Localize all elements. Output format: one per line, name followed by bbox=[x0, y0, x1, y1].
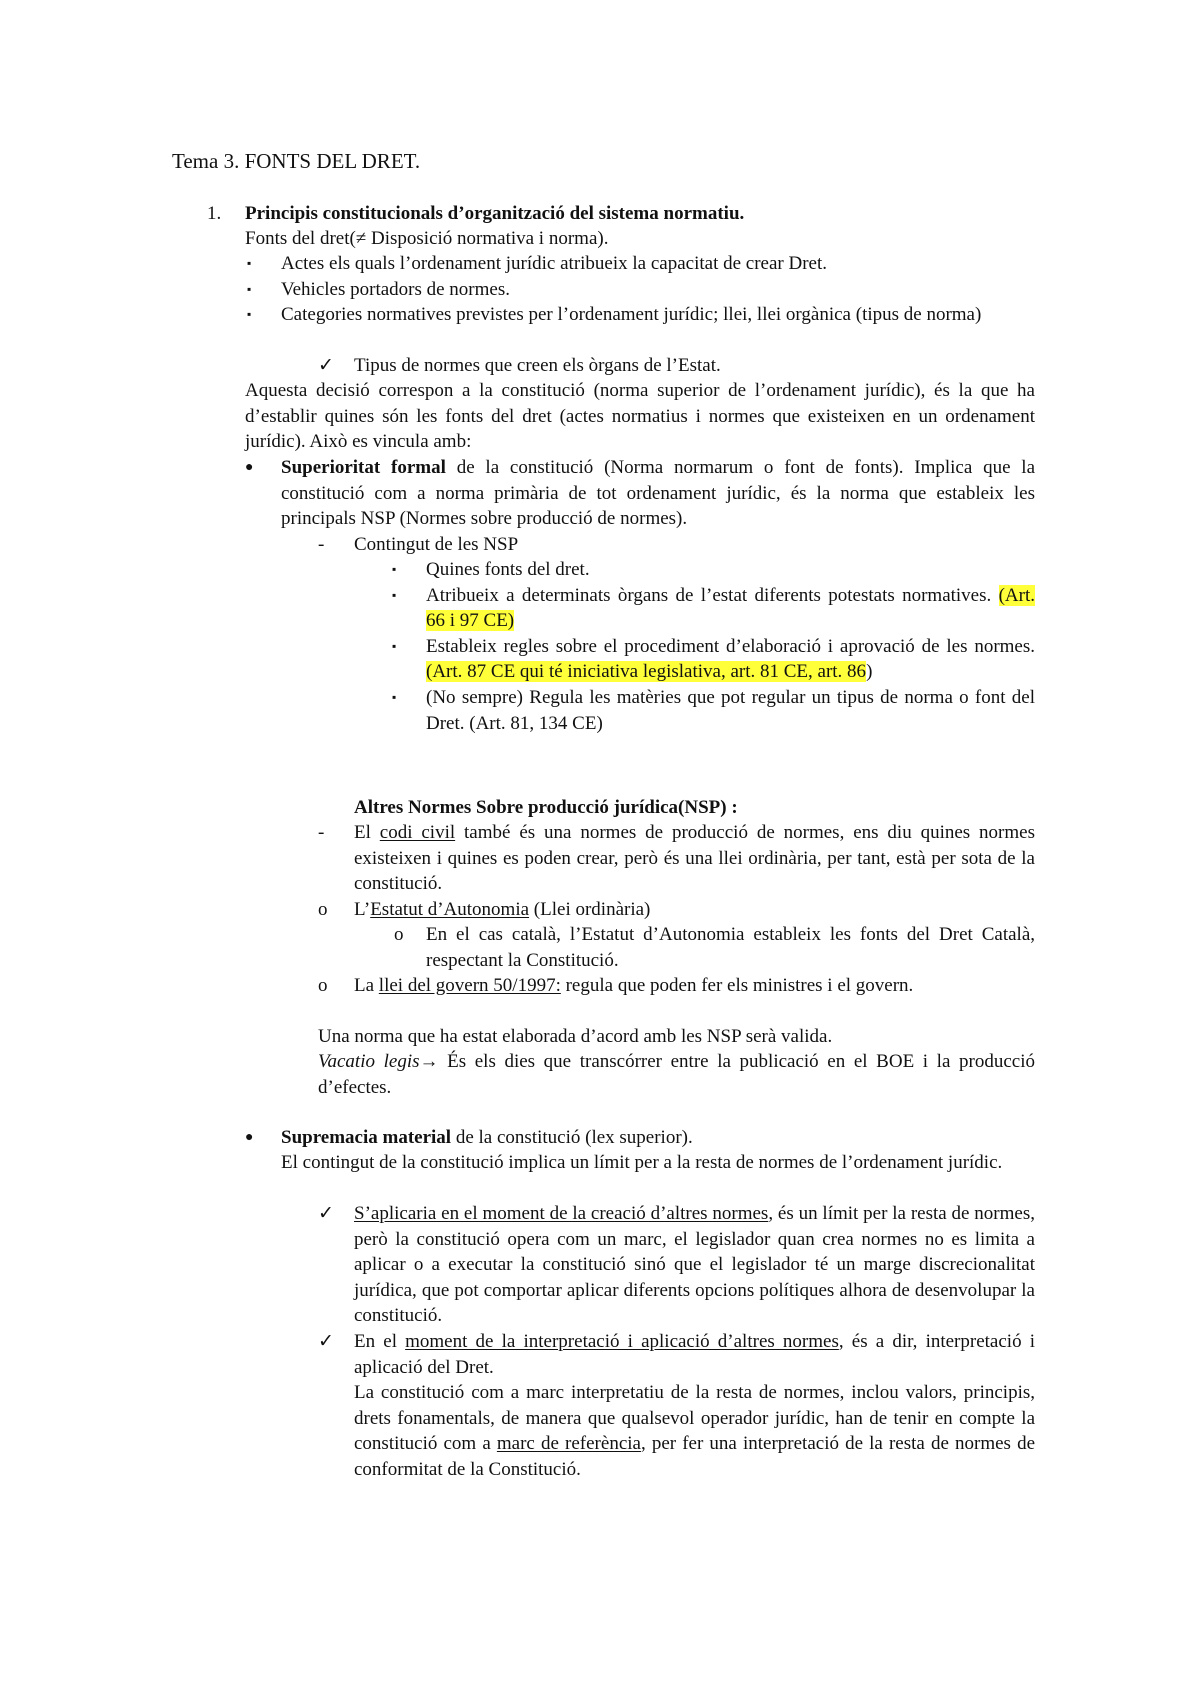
supremacia-item: ● Supremacia material de la constitució (lex superior). bbox=[245, 1125, 1035, 1151]
square-bullet-icon: ▪ bbox=[392, 587, 397, 602]
square-bullet-icon: ▪ bbox=[247, 307, 252, 322]
section-1-heading bbox=[207, 201, 1042, 227]
square-bullet-icon: ▪ bbox=[392, 638, 397, 653]
superioritat-bold: Superioritat formal bbox=[281, 457, 446, 478]
circle-marker: o bbox=[318, 899, 328, 920]
highlighted-reference: (Art. 66 i 97 CE) bbox=[426, 584, 1035, 632]
section-heading-text: Principis constitucionals d’organització del sistema normatiu. bbox=[245, 203, 745, 224]
list-item: ▪ Quines fonts del dret. bbox=[390, 557, 1035, 583]
round-bullet-icon: ● bbox=[245, 1130, 254, 1145]
section-1-intro: Fonts del dret(≠ Disposició normativa i norma). bbox=[245, 228, 609, 249]
arrow-right-icon: → bbox=[419, 1051, 439, 1072]
list-item: ▪ (No sempre) Regula les matèries que pot regular un tipus de norma o font del Dret. (Art. 81, 134 CE) bbox=[392, 686, 1035, 734]
square-bullet-icon: ▪ bbox=[392, 689, 397, 704]
list-item: ▪ Estableix regles sobre el procediment d’elaboració i aprovació de les normes. (Art. 87 CE qui té iniciativa legislativa, art. 81 CE, art. 86) bbox=[392, 635, 1035, 683]
circle-marker: o bbox=[394, 924, 404, 945]
round-bullet-icon: ● bbox=[245, 460, 254, 475]
contingut-item: - Contingut de les NSP bbox=[318, 532, 1054, 558]
circle-marker: o bbox=[318, 975, 328, 996]
estatut-item: o L’Estatut d’Autonomia (Llei ordinària) bbox=[318, 897, 1035, 923]
paragraph: Aquesta decisió correspon a la constitució (norma superior de l’ordenament jurídic), és la que ha d’establir quines són les fonts del dret (actes normatius i normes que existeixen en un ordenament jurídic). Això es vincula amb: bbox=[245, 380, 1035, 453]
list-item: ▪ Vehicles portadors de normes. bbox=[245, 277, 1035, 303]
list-item: ▪ Atribueix a determinats òrgans de l’estat diferents potestats normatives. (Art. 66 i 97 CE) bbox=[392, 584, 1035, 632]
square-bullet-icon: ▪ bbox=[247, 256, 252, 270]
estatut-subitem: o En el cas català, l’Estatut d’Autonomia estableix les fonts del Dret Català, respectant la Constitució. bbox=[394, 924, 1035, 971]
document-title: Tema 3. FONTS DEL DRET. bbox=[172, 149, 421, 173]
square-bullet-icon: ▪ bbox=[247, 281, 252, 296]
altres-heading: Altres Normes Sobre producció jurídica(NSP) : bbox=[354, 797, 738, 818]
check-icon: ✓ bbox=[318, 1203, 334, 1224]
llei-govern-item: o La llei del govern 50/1997: regula que poden fer els ministres i el govern. bbox=[318, 973, 1035, 999]
list-item: ▪ Actes els quals l’ordenament jurídic atribueix la capacitat de crear Dret. bbox=[245, 251, 1035, 277]
check-icon: ✓ bbox=[318, 355, 334, 376]
supremacia-paragraph: El contingut de la constitució implica un límit per a la resta de normes de l’ordenament jurídic. bbox=[281, 1152, 1003, 1173]
highlighted-reference: (Art. 87 CE qui té iniciativa legislativa, art. 81 CE, art. 86 bbox=[426, 661, 867, 683]
check-icon: ✓ bbox=[318, 1331, 334, 1352]
list-item: ▪ Categories normatives previstes per l’ordenament jurídic; llei, llei orgànica (tipus de norma) bbox=[245, 302, 1035, 328]
dash-marker: - bbox=[318, 534, 325, 555]
bullet-list bbox=[245, 251, 1035, 328]
marc-paragraph: La constitució com a marc interpretatiu de la resta de normes, inclou valors, principis, drets fonamentals, de manera que qualsevol operador jurídic, han de tenir en compte la constitució com a marc de referència, per fer una interpretació de la resta de normes de conformitat de la Constitució. bbox=[354, 1382, 1035, 1480]
check-item: ✓ Tipus de normes que creen els òrgans de l’Estat. bbox=[318, 353, 1054, 379]
valida-line: Una norma que ha estat elaborada d’acord amb les NSP serà valida. bbox=[318, 1026, 833, 1047]
codi-civil-item: - El codi civil també és una normes de producció de normes, ens diu quines normes existeixen i quines es poden crear, però és una llei ordinària, per tant, està per sota de la constitució. bbox=[318, 822, 1035, 895]
superioritat-item: ● Superioritat formal de la constitució (Norma normarum o font de fonts). Implica que la constitució com a norma primària de tot ordenament jurídic, és la norma que estableix les principals NSP (Normes sobre producció de normes). bbox=[245, 457, 1036, 530]
square-bullet-icon: ▪ bbox=[392, 562, 397, 576]
vacatio-legis: Vacatio legis→ És els dies que transcórrer entre la publicació en el BOE i la producció d’efectes. bbox=[318, 1051, 1035, 1098]
dash-marker: - bbox=[318, 822, 325, 843]
check-item: ✓ En el moment de la interpretació i aplicació d’altres normes, és a dir, interpretació i aplicació del Dret. bbox=[318, 1331, 1035, 1378]
nsp-content-list bbox=[390, 557, 1035, 736]
section-number: 1. bbox=[207, 203, 222, 224]
check-item: ✓ S’aplicaria en el moment de la creació d’altres normes, és un límit per la resta de normes, però la constitució opera com un marc, el legislador quan crea normes no es limita a aplicar o a executar la constitució sinó que el legislador té un marge discrecionalitat jurídica, que pot comportar aplicar diferents opcions polítiques alhora de desenvolupar la constitució. bbox=[318, 1203, 1035, 1327]
